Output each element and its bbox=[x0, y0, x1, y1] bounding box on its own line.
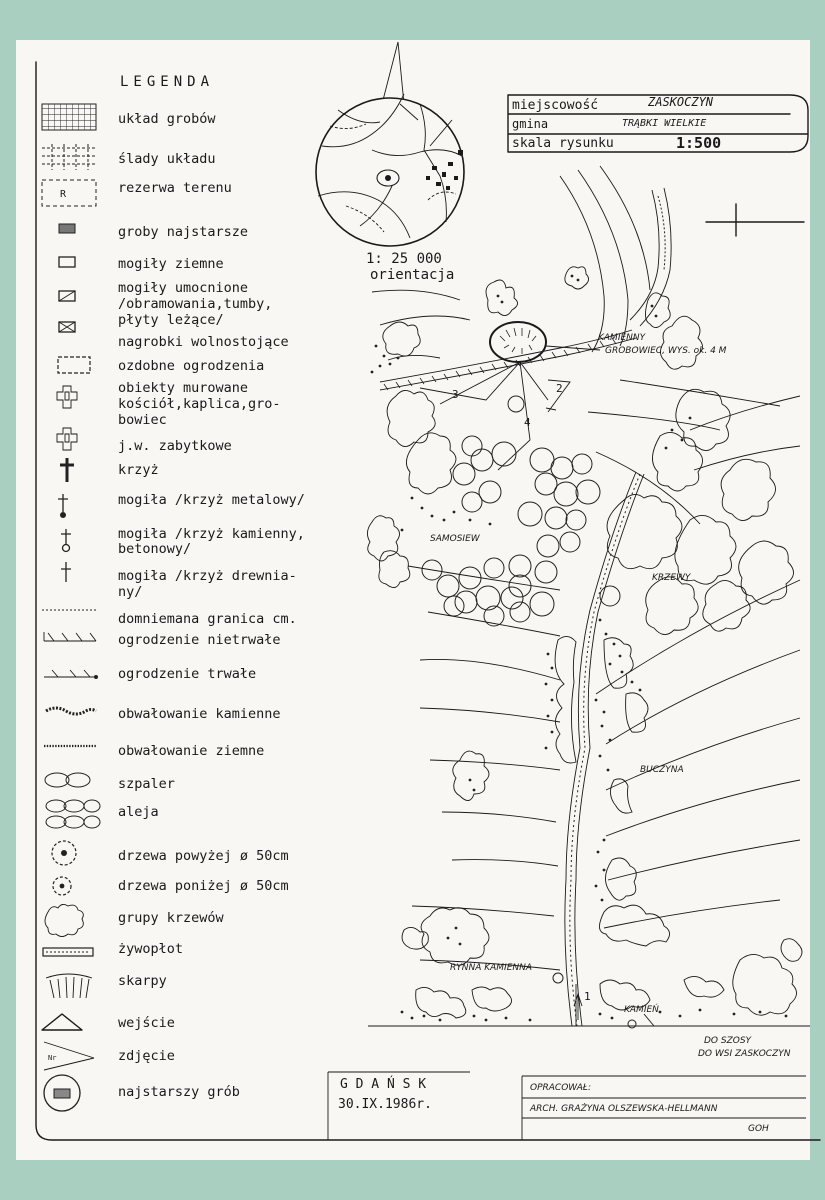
legend-label: skarpy bbox=[118, 973, 167, 989]
dashed-grid-icon bbox=[42, 144, 96, 170]
historic-object-icon bbox=[57, 428, 77, 450]
legend-label: mogiły umocnione bbox=[118, 280, 249, 296]
temporary-fence-icon bbox=[44, 632, 96, 641]
legend-label: bowiec bbox=[118, 412, 167, 428]
stone-embankment-icon bbox=[46, 708, 96, 714]
decorative-fence-icon bbox=[58, 357, 90, 373]
alley-icon bbox=[46, 800, 100, 828]
legend-label: drzewa poniżej ø 50cm bbox=[118, 878, 289, 894]
legend-title: LEGENDA bbox=[120, 74, 215, 90]
date: 30.IX.1986r. bbox=[338, 1097, 432, 1112]
place-value: ZASKOCZYN bbox=[648, 95, 714, 109]
small-tree-icon bbox=[53, 877, 71, 895]
legend-label: obwałowanie ziemne bbox=[118, 743, 265, 759]
legend-label: drzewa powyżej ø 50cm bbox=[118, 848, 289, 864]
place-label: miejscowość bbox=[512, 98, 599, 113]
label-stone: KAMIEŃ bbox=[624, 1005, 659, 1015]
legend-label: kościół,kaplica,gro- bbox=[118, 396, 281, 412]
commune-label: gmina bbox=[512, 117, 549, 131]
legend-label: j.w. zabytkowe bbox=[118, 438, 232, 454]
photo-number-1: 1 bbox=[584, 990, 591, 1003]
legend-label: wejście bbox=[118, 1015, 175, 1031]
photo-number-4: 4 bbox=[524, 416, 531, 429]
slope-icon bbox=[46, 974, 92, 998]
legend-label: układ grobów bbox=[118, 111, 216, 127]
legend-label: mogiła /krzyż kamienny, bbox=[118, 526, 305, 542]
contour-lines bbox=[372, 166, 800, 970]
legend-label: mogiła /krzyż drewnia- bbox=[118, 568, 297, 584]
svg-text:Nr: Nr bbox=[48, 1054, 57, 1062]
label-to-road: DO SZOSY bbox=[704, 1036, 752, 1046]
label-self-seeded: SAMOSIEW bbox=[430, 534, 480, 544]
stone-cross-icon bbox=[61, 529, 71, 552]
legend-labels bbox=[118, 111, 305, 1100]
legend-label: grupy krzewów bbox=[118, 910, 224, 926]
legend-label: ślady układu bbox=[118, 151, 216, 167]
legend-label: rezerwa terenu bbox=[118, 180, 232, 196]
city: G D A Ń S K bbox=[340, 1077, 427, 1092]
scale-label: skala rysunku bbox=[512, 136, 614, 151]
stippling bbox=[371, 275, 788, 1022]
label-shrubs: KRZEWY bbox=[652, 573, 691, 583]
scale-value: 1:500 bbox=[676, 134, 722, 152]
tree-row-icon bbox=[45, 773, 90, 787]
title-block bbox=[328, 1072, 806, 1140]
reserve-area-icon bbox=[42, 180, 96, 206]
wooden-cross-icon bbox=[61, 562, 71, 582]
cross-icon bbox=[60, 458, 74, 482]
legend-icons bbox=[42, 104, 100, 1111]
orientation-inset bbox=[316, 42, 464, 283]
legend-label: nagrobki wolnostojące bbox=[118, 334, 289, 350]
masonry-object-icon bbox=[57, 386, 77, 408]
legend-label: mogiły ziemne bbox=[118, 256, 224, 272]
legend-label: żywopłot bbox=[118, 941, 184, 957]
legend-label: betonowy/ bbox=[118, 541, 192, 557]
north-arrow bbox=[706, 204, 804, 236]
legend-label: ozdobne ogrodzenia bbox=[118, 358, 265, 374]
legend-label: ny/ bbox=[118, 584, 143, 600]
label-beech: BUCZYNA bbox=[640, 765, 684, 775]
signature: GOH bbox=[748, 1124, 769, 1134]
grid-icon bbox=[42, 104, 96, 130]
photo-icon bbox=[44, 1042, 94, 1070]
freestanding-tomb-icon bbox=[59, 322, 75, 332]
permanent-fence-icon bbox=[44, 670, 96, 677]
label-tomb: KAMIENNY bbox=[598, 333, 646, 343]
legend-label: aleja bbox=[118, 804, 159, 820]
legend-label: domniemana granica cm. bbox=[118, 611, 297, 627]
label-tomb-height: GROBOWIEC, WYS. ok. 4 M bbox=[605, 346, 727, 356]
legend-label: płyty leżące/ bbox=[118, 312, 224, 328]
metal-cross-icon bbox=[58, 494, 68, 518]
legend-label: ogrodzenie nietrwałe bbox=[118, 632, 281, 648]
reinforced-grave-icon bbox=[59, 291, 75, 301]
inset-scale: 1: 25 000 bbox=[366, 251, 442, 267]
prepared-label: OPRACOWAŁ: bbox=[530, 1083, 591, 1093]
inset-caption: orientacja bbox=[370, 267, 455, 283]
info-box bbox=[508, 95, 808, 152]
legend-label: zdjęcie bbox=[118, 1048, 175, 1064]
author: ARCH. GRAŻYNA OLSZEWSKA-HELLMANN bbox=[530, 1104, 718, 1114]
legend-label: najstarszy grób bbox=[118, 1084, 240, 1100]
earth-grave-icon bbox=[59, 257, 75, 267]
oldest-graves-icon bbox=[59, 224, 75, 233]
legend-label: krzyż bbox=[118, 462, 159, 478]
svg-text:R: R bbox=[60, 189, 67, 200]
commune-value: TRĄBKI WIELKIE bbox=[622, 118, 707, 129]
trees bbox=[422, 396, 620, 626]
oldest-grave-icon bbox=[44, 1075, 80, 1111]
legend-label: obwałowanie kamienne bbox=[118, 706, 281, 722]
label-stone-gutter: RYNNA KAMIENNA bbox=[450, 963, 533, 973]
photo-number-2: 2 bbox=[556, 382, 563, 395]
legend-label: obiekty murowane bbox=[118, 380, 249, 396]
legend-label: groby najstarsze bbox=[118, 224, 249, 240]
legend-label: szpaler bbox=[118, 776, 175, 792]
large-tree-icon bbox=[52, 841, 76, 865]
hedge-icon bbox=[43, 948, 93, 956]
entrance-icon bbox=[42, 1014, 82, 1030]
legend-label: ogrodzenie trwałe bbox=[118, 666, 257, 682]
legend-label: /obramowania,tumby, bbox=[118, 296, 273, 312]
label-to-village: DO WSI ZASKOCZYN bbox=[698, 1049, 791, 1059]
main-map bbox=[367, 166, 810, 1059]
photo-number-3: 3 bbox=[452, 388, 459, 401]
legend-label: mogiła /krzyż metalowy/ bbox=[118, 492, 305, 508]
shrub-group-icon bbox=[45, 904, 83, 936]
